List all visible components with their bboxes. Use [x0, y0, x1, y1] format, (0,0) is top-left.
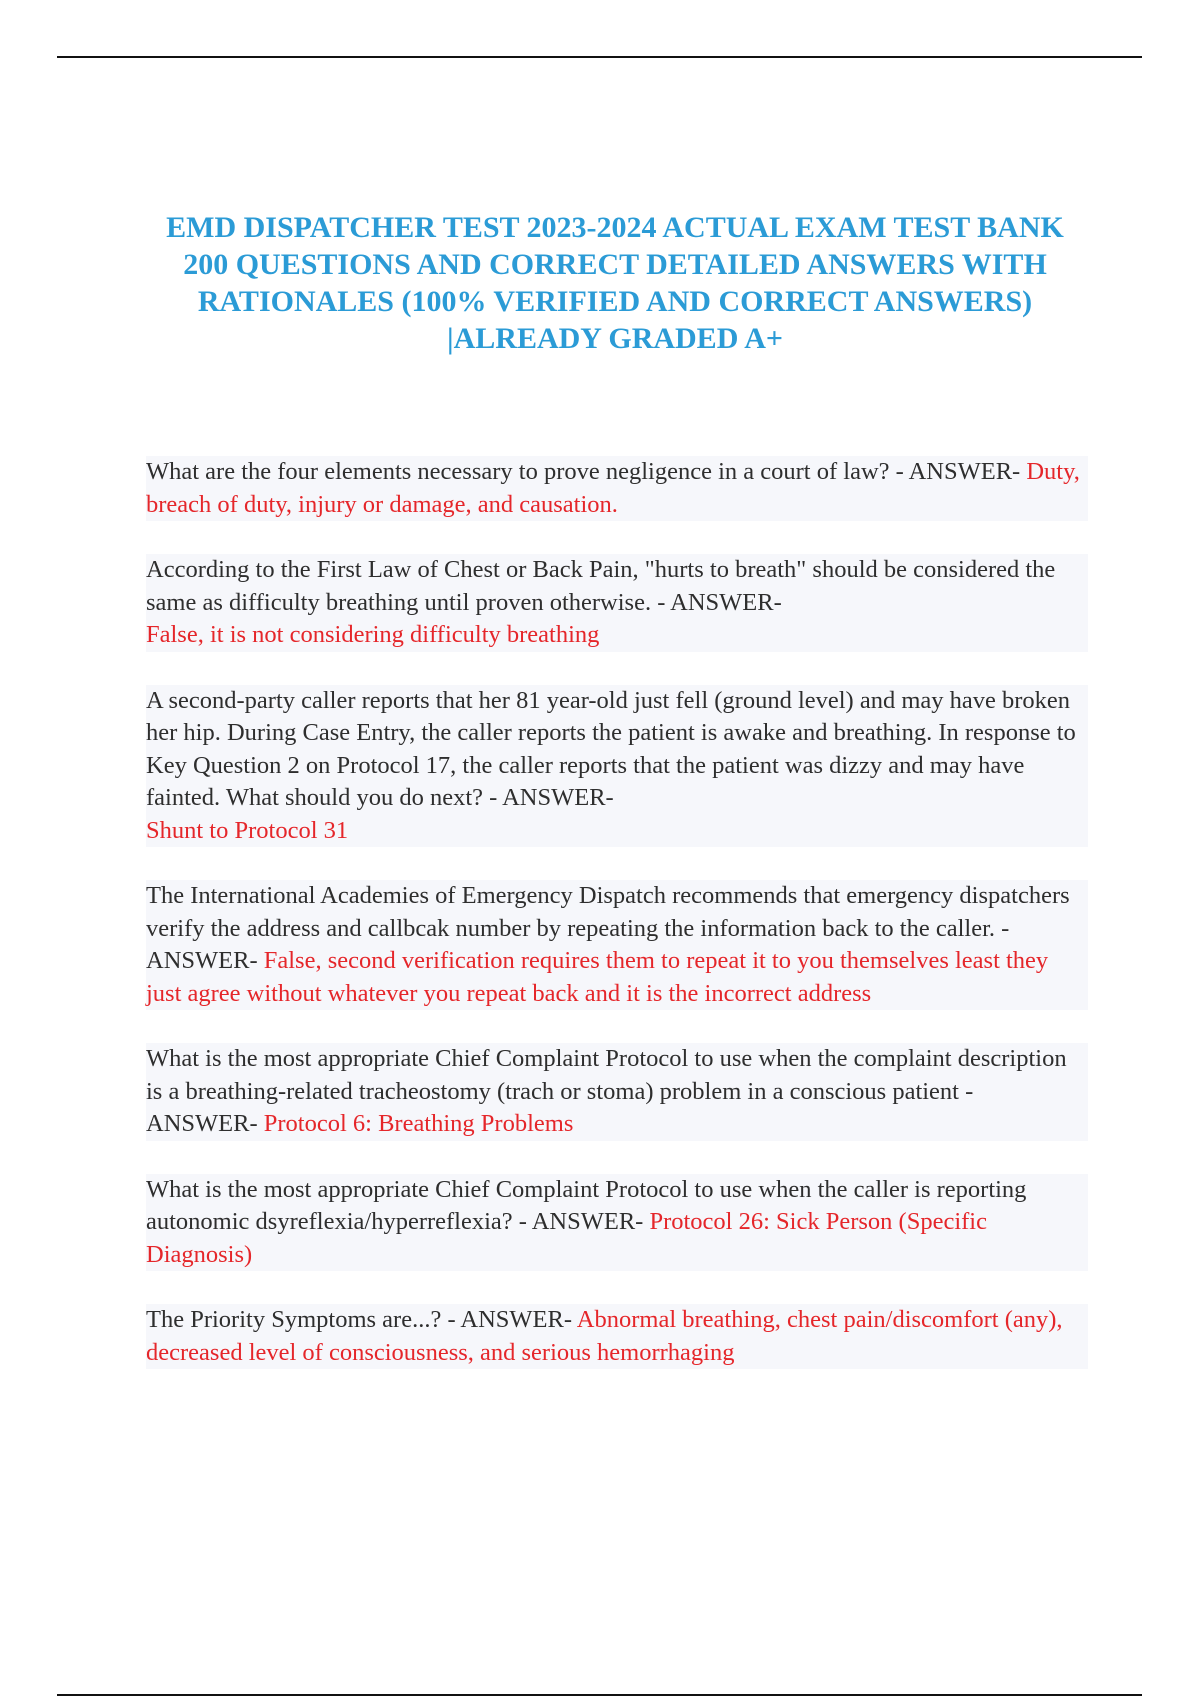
answer-separator: ANSWER-: [146, 947, 258, 974]
qa-item: [146, 1043, 1088, 1141]
footer-rule: [57, 1694, 1142, 1696]
qa-item: [146, 685, 1088, 848]
question-text: What is the most appropriate Chief Complaint Protocol to use when the complaint description is a breathing-related tracheostomy (trach or stoma) problem in a conscious patient -: [146, 1045, 1067, 1105]
answer-text: Abnormal breathing, chest pain/discomfort (any), decreased level of consciousness, and serious hemorrhaging: [146, 1306, 1063, 1366]
qa-item: [146, 880, 1088, 1010]
answer-separator: ANSWER-: [460, 1306, 572, 1333]
question-text: A second-party caller reports that her 81 year-old just fell (ground level) and may have broken her hip. During Case Entry, the caller reports the patient is awake and breathing. In response to Key Question 2 on Protocol 17, the caller reports that the patient was dizzy and may have fainted. What should you do next? -: [146, 686, 1076, 811]
answer-text: False, it is not considering difficulty breathing: [146, 621, 600, 648]
answer-separator: ANSWER-: [531, 1208, 644, 1235]
answer-separator: ANSWER-: [146, 1110, 258, 1137]
answer-text: Shunt to Protocol 31: [146, 816, 349, 844]
qa-item: [146, 1174, 1088, 1272]
question-text: The Priority Symptoms are...? -: [146, 1306, 456, 1333]
answer-separator: ANSWER-: [502, 784, 614, 811]
qa-list: [146, 456, 1088, 1402]
answer-separator: ANSWER-: [908, 458, 1021, 485]
header-rule: [57, 56, 1142, 58]
question-text: The International Academies of Emergency Dispatch recommends that emergency dispatchers verify the address and callbcak number by repeating the information back to the caller. -: [146, 882, 1070, 942]
answer-text: False, second verification requires them to repeat it to you themselves least they just agree without whatever you repeat back and it is the incorrect address: [146, 947, 1049, 1007]
question-text: What are the four elements necessary to prove negligence in a court of law? -: [146, 458, 904, 485]
answer-separator: ANSWER-: [670, 588, 782, 616]
qa-item: [146, 456, 1088, 521]
question-text: According to the First Law of Chest or Back Pain, "hurts to breath" should be considered the same as difficulty breathing until proven otherwise. -: [146, 556, 1056, 616]
qa-item: [146, 1304, 1088, 1369]
answer-text: Protocol 6: Breathing Problems: [263, 1110, 574, 1137]
answer-text: Duty, breach of duty, injury or damage, and causation.: [146, 458, 1080, 518]
answer-text: Protocol 26: Sick Person (Specific Diagnosis): [146, 1208, 987, 1268]
qa-item: [146, 554, 1088, 652]
question-text: What is the most appropriate Chief Complaint Protocol to use when the caller is reporting autonomic dsyreflexia/hyperreflexia? -: [146, 1175, 1027, 1235]
document-title: EMD DISPATCHER TEST 2023-2024 ACTUAL EXAM TEST BANK 200 QUESTIONS AND CORRECT DETAILED ANSWERS WITH RATIONALES (100% VERIFIED AND CORRECT ANSWERS) |ALREADY GRADED A+: [166, 211, 1064, 355]
